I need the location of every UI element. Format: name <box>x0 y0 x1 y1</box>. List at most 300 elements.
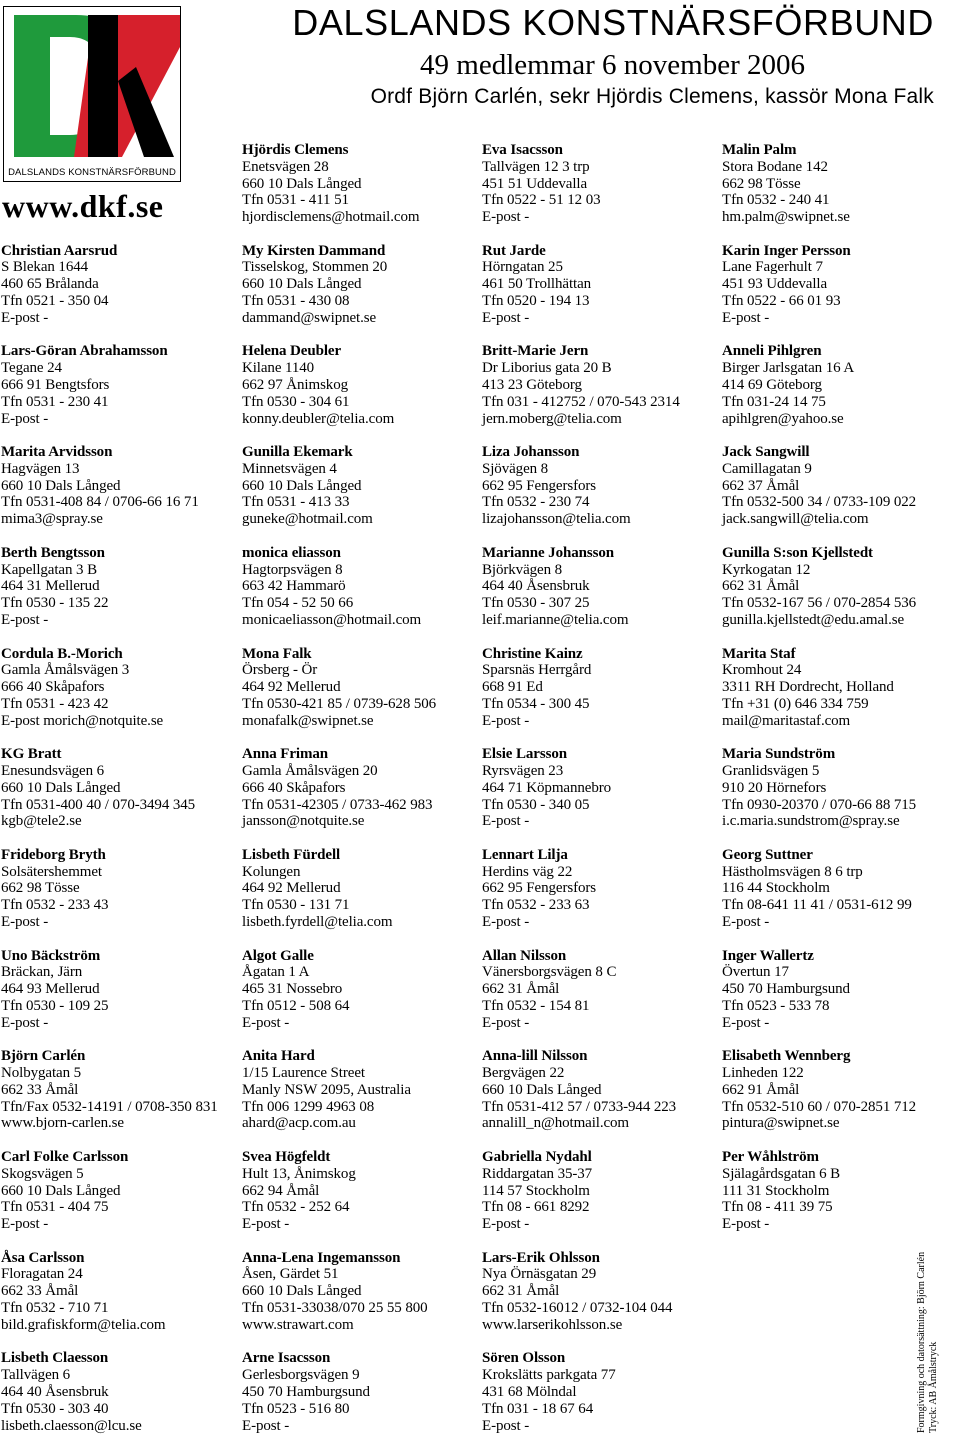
member-phone: Tfn 0532-500 34 / 0733-109 022 <box>722 494 917 511</box>
member-entry <box>722 142 960 226</box>
member-phone: Tfn 0531-33038/070 25 55 800 <box>242 1300 428 1317</box>
member-email: E-post - <box>242 1417 290 1434</box>
member-email[interactable]: mima3@spray.se <box>1 511 103 528</box>
dkf-logo <box>3 6 181 182</box>
member-entry <box>242 142 482 226</box>
member-name: Marianne Johansson <box>482 544 614 561</box>
member-email: E-post - <box>722 1216 770 1233</box>
member-postal-city: 413 23 Göteborg <box>482 376 582 393</box>
member-postal-city: 451 93 Uddevalla <box>722 276 828 293</box>
member-street: Gerlesborgsvägen 9 <box>242 1367 360 1384</box>
member-postal-city: 465 31 Nossebro <box>242 981 343 998</box>
member-street: Birger Jarlsgatan 16 A <box>722 360 855 377</box>
member-email: E-post - <box>482 914 530 931</box>
member-postal-city: 662 95 Fengersfors <box>482 477 597 494</box>
member-phone: Tfn 0532 - 154 81 <box>482 997 590 1014</box>
member-email[interactable]: jack.sangwill@telia.com <box>722 511 869 528</box>
member-name: Maria Sundström <box>722 746 836 763</box>
member-name: Helena Deubler <box>242 343 342 360</box>
member-email[interactable]: ahard@acp.com.au <box>242 1115 356 1132</box>
member-postal-city: 662 97 Ånimskog <box>242 376 349 393</box>
member-street: Tallvägen 12 3 trp <box>482 158 590 175</box>
member-postal-city: 464 92 Mellerud <box>242 679 341 696</box>
member-entry <box>482 646 722 730</box>
member-email[interactable]: leif.marianne@telia.com <box>482 611 629 628</box>
member-phone: Tfn 0534 - 300 45 <box>482 695 590 712</box>
member-postal-city: 464 92 Mellerud <box>242 880 341 897</box>
member-phone: Tfn 0531 - 404 75 <box>1 1199 109 1216</box>
member-street: Själagårdsgatan 6 B <box>722 1165 841 1182</box>
member-phone: Tfn 0531-42305 / 0733-462 983 <box>242 796 433 813</box>
member-entry <box>482 1048 722 1132</box>
logo-k-stem <box>88 15 118 157</box>
member-phone: Tfn 0531 - 430 08 <box>242 293 350 310</box>
member-entry <box>1 746 241 830</box>
member-postal-city: 660 10 Dals Långed <box>482 1081 602 1098</box>
member-street: Minnetsvägen 4 <box>242 460 337 477</box>
member-name: Marita Staf <box>722 645 796 662</box>
member-name: Eva Isacsson <box>482 142 563 158</box>
member-phone: Tfn 0532-167 56 / 070-2854 536 <box>722 595 917 612</box>
member-postal-city: 464 40 Åsensbruk <box>482 578 590 595</box>
member-entry <box>1 343 241 427</box>
member-street: Lane Fagerhult 7 <box>722 259 823 276</box>
member-entry <box>482 948 722 1032</box>
member-phone: Tfn 0532 - 252 64 <box>242 1199 350 1216</box>
member-entry <box>242 1048 482 1132</box>
member-street: Kapellgatan 3 B <box>1 561 97 578</box>
member-phone: Tfn 0530 - 303 40 <box>1 1400 109 1417</box>
member-street: Ågatan 1 A <box>242 964 310 981</box>
member-postal-city: 662 33 Åmål <box>1 1283 79 1300</box>
member-phone: Tfn 0531 - 230 41 <box>1 393 109 410</box>
member-street: Herdins väg 22 <box>482 863 573 880</box>
member-email[interactable]: monicaeliasson@hotmail.com <box>242 611 422 628</box>
member-entry <box>1 1350 241 1434</box>
member-entry <box>242 1350 482 1434</box>
member-phone: Tfn 0521 - 350 04 <box>1 293 109 310</box>
member-phone: Tfn 054 - 52 50 66 <box>242 595 354 612</box>
member-name: Anna-Lena Ingemansson <box>242 1249 401 1266</box>
member-postal-city: 111 31 Stockholm <box>722 1182 830 1199</box>
member-street: Björkvägen 8 <box>482 561 563 578</box>
member-postal-city: Manly NSW 2095, Australia <box>242 1081 411 1098</box>
member-street: Floragatan 24 <box>1 1266 83 1283</box>
member-postal-city: 660 10 Dals Långed <box>1 1182 121 1199</box>
member-name: Christine Kainz <box>482 645 583 662</box>
member-name: Lisbeth Fürdell <box>242 846 341 863</box>
member-postal-city: 666 91 Bengtsfors <box>1 376 110 393</box>
member-postal-city: 451 51 Uddevalla <box>482 175 588 192</box>
member-email[interactable]: www.strawart.com <box>242 1316 354 1333</box>
member-street: Kyrkogatan 12 <box>722 561 811 578</box>
member-name: Cordula B.-Morich <box>1 645 123 662</box>
member-name: Marita Arvidsson <box>1 444 113 461</box>
member-street: Krokslätts parkgata 77 <box>482 1367 616 1384</box>
member-street: Enetsvägen 28 <box>242 158 329 175</box>
member-email[interactable]: lisbeth.claesson@lcu.se <box>1 1417 142 1434</box>
member-email: E-post - <box>482 1417 530 1434</box>
member-email[interactable]: gunilla.kjellstedt@edu.amal.se <box>722 611 905 628</box>
member-name: Lars-Erik Ohlsson <box>482 1249 600 1266</box>
member-street: Nya Örnäsgatan 29 <box>482 1266 597 1283</box>
member-phone: Tfn 0531-408 84 / 0706-66 16 71 <box>1 494 199 511</box>
member-phone: Tfn 0512 - 508 64 <box>242 997 350 1014</box>
member-street: Stora Bodane 142 <box>722 158 828 175</box>
member-entry <box>242 1149 482 1233</box>
member-postal-city: 662 91 Åmål <box>722 1081 800 1098</box>
member-street: Bergvägen 22 <box>482 1065 565 1082</box>
member-email: E-post - <box>1 1216 49 1233</box>
member-street: Gamla Åmålsvägen 20 <box>242 762 378 779</box>
member-entry <box>242 948 482 1032</box>
member-phone: Tfn 0532 - 240 41 <box>722 192 830 209</box>
member-email[interactable]: hjordisclemens@hotmail.com <box>242 209 420 226</box>
officers-line: Ordf Björn Carlén, sekr Hjördis Clemens, kassör Mona Falk <box>370 85 934 108</box>
member-email[interactable]: konny.deubler@telia.com <box>242 410 395 427</box>
member-phone: Tfn 0522 - 51 12 03 <box>482 192 601 209</box>
member-name: Åsa Carlsson <box>1 1249 85 1266</box>
member-name: Anneli Pihlgren <box>722 343 822 360</box>
member-name: Anna Friman <box>242 746 328 763</box>
member-phone: Tfn 0523 - 533 78 <box>722 997 830 1014</box>
member-entry <box>1 847 241 931</box>
member-phone: Tfn 0522 - 66 01 93 <box>722 293 841 310</box>
member-name: Lars-Göran Abrahamsson <box>1 343 168 360</box>
member-name: Anita Hard <box>242 1048 315 1065</box>
member-email: E-post - <box>242 1014 290 1031</box>
member-phone: Tfn 0930-20370 / 070-66 88 715 <box>722 796 917 813</box>
member-name: Frideborg Bryth <box>1 846 106 863</box>
member-email: E-post - <box>482 209 530 226</box>
member-postal-city: 666 40 Skåpafors <box>1 679 105 696</box>
member-phone: Tfn 0532 - 230 74 <box>482 494 590 511</box>
member-entry <box>242 444 482 528</box>
member-name: My Kirsten Dammand <box>242 242 386 259</box>
member-entry <box>482 847 722 931</box>
member-postal-city: 464 71 Köpmannebro <box>482 779 612 796</box>
member-email[interactable]: guneke@hotmail.com <box>242 511 373 528</box>
member-entry <box>722 343 960 427</box>
member-street: Bräckan, Järn <box>1 964 83 981</box>
member-entry <box>1 444 241 528</box>
member-street: Granlidsvägen 5 <box>722 762 820 779</box>
credits-print: Tryck: AB Åmålstryck <box>928 1341 939 1433</box>
member-email[interactable]: lisbeth.fyrdell@telia.com <box>242 914 393 931</box>
member-postal-city: 460 65 Brålanda <box>1 276 99 293</box>
member-email[interactable]: hm.palm@swipnet.se <box>722 209 850 226</box>
member-entry <box>482 243 722 327</box>
member-email[interactable]: jansson@notquite.se <box>242 813 365 830</box>
member-name: Lisbeth Claesson <box>1 1350 109 1367</box>
member-name: monica eliasson <box>242 544 341 561</box>
print-credits <box>916 1233 940 1433</box>
member-postal-city: 660 10 Dals Långed <box>1 779 121 796</box>
member-street: Kromhout 24 <box>722 662 802 679</box>
member-street: Skogsvägen 5 <box>1 1165 84 1182</box>
member-phone: Tfn 0532-510 60 / 070-2851 712 <box>722 1098 917 1115</box>
member-street: Kilane 1140 <box>242 360 315 377</box>
member-phone: Tfn 0530 - 304 61 <box>242 393 350 410</box>
member-phone: Tfn 08 - 661 8292 <box>482 1199 590 1216</box>
member-email: E-post - <box>1 309 49 326</box>
member-email: E-post - <box>722 309 770 326</box>
member-entry <box>722 746 960 830</box>
member-street: Tegane 24 <box>1 360 62 377</box>
dkf-logo-graphic <box>4 7 180 163</box>
member-name: Jack Sangwill <box>722 444 810 461</box>
member-postal-city: 668 91 Ed <box>482 679 543 696</box>
page-subtitle: 49 medlemmar 6 november 2006 <box>420 49 805 81</box>
member-email: E-post - <box>482 309 530 326</box>
credits-design: Formgivning och datorsättning: Björn Carlén <box>916 1251 927 1433</box>
member-email[interactable]: dammand@swipnet.se <box>242 309 377 326</box>
member-name: Lennart Lilja <box>482 846 568 863</box>
member-phone: Tfn 0532 - 233 43 <box>1 897 109 914</box>
member-entry <box>1 545 241 629</box>
member-phone: Tfn 0532 - 710 71 <box>1 1300 109 1317</box>
member-postal-city: 662 31 Åmål <box>722 578 800 595</box>
member-name: Britt-Marie Jern <box>482 343 589 360</box>
member-phone: Tfn 0531 - 413 33 <box>242 494 350 511</box>
member-entry <box>722 847 960 931</box>
member-street: Hagtorpsvägen 8 <box>242 561 343 578</box>
member-name: Liza Johansson <box>482 444 580 461</box>
member-postal-city: 660 10 Dals Långed <box>242 276 362 293</box>
member-phone: Tfn 0530-421 85 / 0739-628 506 <box>242 695 437 712</box>
member-email[interactable]: bild.grafiskform@telia.com <box>1 1316 166 1333</box>
member-postal-city: 910 20 Hörnefors <box>722 779 827 796</box>
member-name: Malin Palm <box>722 142 797 158</box>
member-email: E-post - <box>722 1014 770 1031</box>
member-street: Vänersborgsvägen 8 C <box>482 964 617 981</box>
member-entry <box>1 646 241 730</box>
member-street: Hagvägen 13 <box>1 460 80 477</box>
member-phone: Tfn 0520 - 194 13 <box>482 293 590 310</box>
member-street: S Blekan 1644 <box>1 259 89 276</box>
member-phone: Tfn 0532-16012 / 0732-104 044 <box>482 1300 673 1317</box>
member-email[interactable]: apihlgren@yahoo.se <box>722 410 844 427</box>
member-postal-city: 114 57 Stockholm <box>482 1182 590 1199</box>
member-phone: Tfn 0532 - 233 63 <box>482 897 590 914</box>
member-street: Sjövägen 8 <box>482 460 549 477</box>
member-street: Tisselskog, Stommen 20 <box>242 259 388 276</box>
member-phone: Tfn 006 1299 4963 08 <box>242 1098 375 1115</box>
member-name: Arne Isacsson <box>242 1350 331 1367</box>
member-entry <box>722 646 960 730</box>
member-street: Örsberg - Ör <box>242 662 318 679</box>
member-street: Dr Liborius gata 20 B <box>482 360 612 377</box>
member-street: Riddargatan 35-37 <box>482 1165 593 1182</box>
member-email: E-post - <box>722 914 770 931</box>
member-email[interactable]: lizajohansson@telia.com <box>482 511 631 528</box>
member-email[interactable]: annalill_n@hotmail.com <box>482 1115 630 1132</box>
member-street: Hörngatan 25 <box>482 259 563 276</box>
member-entry <box>242 343 482 427</box>
member-name: KG Bratt <box>1 746 62 763</box>
member-entry <box>722 545 960 629</box>
member-postal-city: 662 33 Åmål <box>1 1081 79 1098</box>
member-phone: Tfn 08-641 11 41 / 0531-612 99 <box>722 897 912 914</box>
member-email[interactable]: E-post morich@notquite.se <box>1 712 164 729</box>
member-name: Gabriella Nydahl <box>482 1149 592 1165</box>
member-entry <box>242 243 482 327</box>
member-street: Kolungen <box>242 863 301 880</box>
member-postal-city: 464 93 Mellerud <box>1 981 100 998</box>
member-street: Hästholmsvägen 8 6 trp <box>722 863 863 880</box>
member-postal-city: 414 69 Göteborg <box>722 376 822 393</box>
member-name: Gunilla S:son Kjellstedt <box>722 544 873 561</box>
member-entry <box>242 646 482 730</box>
member-name: Anna-lill Nilsson <box>482 1048 588 1065</box>
member-email[interactable]: www.larserikohlsson.se <box>482 1316 623 1333</box>
member-name: Christian Aarsrud <box>1 242 118 259</box>
member-email: E-post - <box>1 914 49 931</box>
member-phone: Tfn 0531-400 40 / 070-3494 345 <box>1 796 196 813</box>
member-phone: Tfn 08 - 411 39 75 <box>722 1199 833 1216</box>
member-entry <box>1 1149 241 1233</box>
member-email: E-post - <box>242 1216 290 1233</box>
member-name: Karin Inger Persson <box>722 242 851 259</box>
member-postal-city: 461 50 Trollhättan <box>482 276 592 293</box>
member-entry <box>482 343 722 427</box>
member-name: Rut Jarde <box>482 242 546 259</box>
member-postal-city: 662 94 Åmål <box>242 1182 320 1199</box>
member-name: Georg Suttner <box>722 846 813 863</box>
member-phone: Tfn 0530 - 307 25 <box>482 595 590 612</box>
member-name: Hjördis Clemens <box>242 142 349 158</box>
member-phone: Tfn/Fax 0532-14191 / 0708-350 831 <box>1 1098 218 1115</box>
member-street: Solsätershemmet <box>1 863 102 880</box>
member-entry <box>722 444 960 528</box>
member-entry <box>482 1350 722 1434</box>
member-phone: Tfn 031 - 18 67 64 <box>482 1400 594 1417</box>
member-phone: Tfn 0530 - 109 25 <box>1 997 109 1014</box>
member-postal-city: 666 40 Skåpafors <box>242 779 346 796</box>
member-phone: Tfn 0530 - 340 05 <box>482 796 590 813</box>
member-email[interactable]: kgb@tele2.se <box>1 813 82 830</box>
member-name: Algot Galle <box>242 947 314 964</box>
member-entry <box>722 1048 960 1132</box>
member-name: Svea Högfeldt <box>242 1149 331 1165</box>
member-name: Björn Carlén <box>1 1048 86 1065</box>
member-entry <box>242 847 482 931</box>
member-name: Elsie Larsson <box>482 746 567 763</box>
member-postal-city: 660 10 Dals Långed <box>1 477 121 494</box>
member-name: Inger Wallertz <box>722 947 814 964</box>
website-link[interactable]: www.dkf.se <box>2 188 164 224</box>
member-postal-city: 450 70 Hamburgsund <box>242 1383 370 1400</box>
member-entry <box>1 1048 241 1132</box>
member-email[interactable]: www.bjorn-carlen.se <box>1 1115 124 1132</box>
member-postal-city: 450 70 Hamburgsund <box>722 981 850 998</box>
member-entry <box>722 1149 960 1233</box>
member-email[interactable]: i.c.maria.sundstrom@spray.se <box>722 813 900 830</box>
member-phone: Tfn 0530 - 131 71 <box>242 897 350 914</box>
member-email: E-post - <box>482 1014 530 1031</box>
page-title: DALSLANDS KONSTNÄRSFÖRBUND <box>292 2 934 43</box>
member-street: 1/15 Laurence Street <box>242 1065 365 1082</box>
member-street: Gamla Åmålsvägen 3 <box>1 662 130 679</box>
member-email: E-post - <box>482 712 530 729</box>
member-street: Åsen, Gärdet 51 <box>242 1266 339 1283</box>
logo-caption: DALSLANDS KONSTNÄRSFÖRBUND <box>8 167 176 178</box>
member-name: Elisabeth Wennberg <box>722 1048 851 1065</box>
member-street: Övertun 17 <box>722 964 789 981</box>
member-postal-city: 116 44 Stockholm <box>722 880 830 897</box>
member-email[interactable]: pintura@swipnet.se <box>722 1115 840 1132</box>
member-street: Nolbygatan 5 <box>1 1065 82 1082</box>
member-postal-city: 663 42 Hammarö <box>242 578 346 595</box>
member-street: Ryrsvägen 23 <box>482 762 564 779</box>
member-email[interactable]: jern.moberg@telia.com <box>482 410 622 427</box>
member-postal-city: 662 31 Åmål <box>482 1283 560 1300</box>
member-email[interactable]: mail@maritastaf.com <box>722 712 851 729</box>
member-phone: Tfn 0531-412 57 / 0733-944 223 <box>482 1098 677 1115</box>
member-postal-city: 660 10 Dals Långed <box>242 477 362 494</box>
member-name: Carl Folke Carlsson <box>1 1149 129 1165</box>
member-street: Linheden 122 <box>722 1065 804 1082</box>
member-entry <box>482 142 722 226</box>
member-phone: Tfn 0523 - 516 80 <box>242 1400 350 1417</box>
member-postal-city: 464 31 Mellerud <box>1 578 100 595</box>
member-email: E-post - <box>1 1014 49 1031</box>
member-street: Hult 13, Ånimskog <box>242 1165 356 1182</box>
member-postal-city: 3311 RH Dordrecht, Holland <box>722 679 894 696</box>
member-postal-city: 662 98 Tösse <box>722 175 801 192</box>
member-postal-city: 464 40 Åsensbruk <box>1 1383 109 1400</box>
member-email: E-post - <box>1 611 49 628</box>
member-postal-city: 662 31 Åmål <box>482 981 560 998</box>
member-postal-city: 662 98 Tösse <box>1 880 80 897</box>
member-entry <box>482 1149 722 1233</box>
member-name: Mona Falk <box>242 645 312 662</box>
member-entry <box>242 746 482 830</box>
member-phone: Tfn 031 - 412752 / 070-543 2314 <box>482 393 680 410</box>
member-entry <box>722 948 960 1032</box>
member-entry <box>242 545 482 629</box>
member-entry <box>722 243 960 327</box>
member-email: E-post - <box>482 813 530 830</box>
member-phone: Tfn 0530 - 135 22 <box>1 595 109 612</box>
member-email: E-post - <box>482 1216 530 1233</box>
member-postal-city: 662 37 Åmål <box>722 477 800 494</box>
member-phone: Tfn +31 (0) 646 334 759 <box>722 695 869 712</box>
member-entry <box>1 243 241 327</box>
member-email[interactable]: monafalk@swipnet.se <box>242 712 374 729</box>
member-phone: Tfn 0531 - 423 42 <box>1 695 109 712</box>
member-name: Gunilla Ekemark <box>242 444 353 461</box>
member-entry <box>482 545 722 629</box>
member-email: E-post - <box>1 410 49 427</box>
member-entry <box>242 1250 482 1334</box>
member-entry <box>1 1250 241 1334</box>
member-postal-city: 660 10 Dals Långed <box>242 175 362 192</box>
member-entry <box>1 948 241 1032</box>
member-name: Berth Bengtsson <box>1 544 105 561</box>
member-entry <box>482 444 722 528</box>
member-postal-city: 662 95 Fengersfors <box>482 880 597 897</box>
member-name: Uno Bäckström <box>1 947 101 964</box>
member-postal-city: 431 68 Mölndal <box>482 1383 577 1400</box>
member-name: Per Wåhlström <box>722 1149 819 1165</box>
member-postal-city: 660 10 Dals Långed <box>242 1283 362 1300</box>
member-phone: Tfn 0531 - 411 51 <box>242 192 349 209</box>
member-street: Tallvägen 6 <box>1 1367 71 1384</box>
member-street: Enesundsvägen 6 <box>1 762 105 779</box>
member-name: Sören Olsson <box>482 1350 566 1367</box>
member-street: Camillagatan 9 <box>722 460 812 477</box>
